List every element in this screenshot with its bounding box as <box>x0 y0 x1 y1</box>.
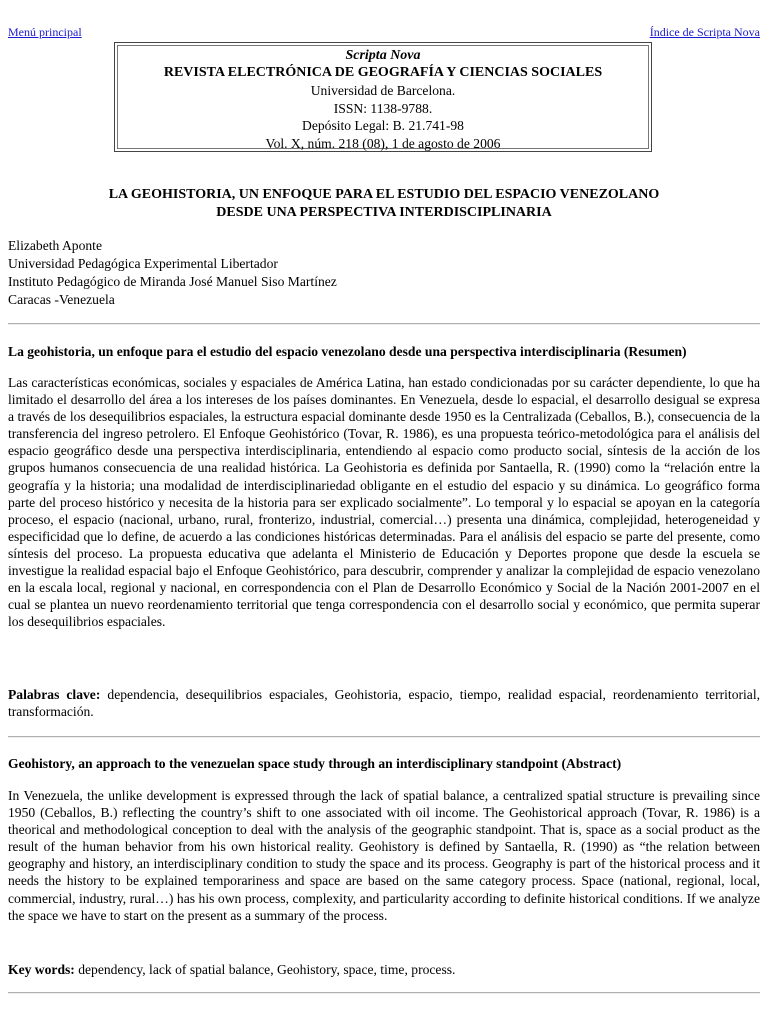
divider <box>8 323 760 325</box>
abstract-keywords <box>8 961 760 978</box>
abstract-body: In Venezuela, the unlike development is expressed through the lack of spatial balance, a centralized spatial structure is prevailing since 1950 (Ceballos, B.) reflecting the country’s shift to one associated with oil income. The Geohistorical approach (Tovar, R. 1986) is a theorical and methodological conception to deal with the analysis of the geographic standpoint. That is, space as a social product as the result of the human behavior from his own historical reality. Geohistory is defined by Santaella, R. (1990) as “the relation between geography and history, an interdisciplinary condition to study the space and its process. Geography is part of the historical process and it needs the history to be explained temporariness and space are based on the same category process. Space (national, regional, local, commercial, industry, rural…) has his own process, complexity, and particularity according to definite historical conditions. If we analyze the space we have to start on the present as a summary of the process. <box>8 788 760 923</box>
journal-issn: ISSN: 1138-9788. <box>333 100 433 116</box>
author-affiliation-1: Universidad Pedagógica Experimental Libertador <box>8 256 278 271</box>
journal-volume: Vol. X, núm. 218 (08), 1 de agosto de 2006 <box>265 135 501 151</box>
journal-header-inner <box>117 45 649 149</box>
divider <box>8 736 760 738</box>
keywords-label: Palabras clave: <box>8 687 101 702</box>
key-words-label: Key words: <box>8 962 75 977</box>
journal-subtitle: REVISTA ELECTRÓNICA DE GEOGRAFÍA Y CIENCIAS SOCIALES <box>163 65 603 80</box>
author-name: Elizabeth Aponte <box>8 238 102 253</box>
resumen-heading: La geohistoria, un enfoque para el estudio del espacio venezolano desde una perspectiva interdisciplinaria (Resumen) <box>8 344 687 359</box>
main-menu-link[interactable]: Menú principal <box>8 25 82 39</box>
article-title-line-1: LA GEOHISTORIA, UN ENFOQUE PARA EL ESTUDIO DEL ESPACIO VENEZOLANO <box>108 187 660 202</box>
resumen-body: Las características económicas, sociales y espaciales de América Latina, han estado condicionadas por su carácter dependiente, lo que ha limitado el desarrollo del área a los intereses de los países dominantes. En Venezuela, desde lo espacial, el desarrollo desigual se expresa a través de los desequilibrios espaciales, la estructura espacial dominante desde 1950 es la Centralizada (Ceballos, B.), consecuencia de la transferencia del ingreso petrolero. El Enfoque Geohistórico (Tovar, R. 1986), es una propuesta teórico-metodológica para el análisis del espacio geográfico desde una perspectiva interdisciplinaria, entendiendo al espacio como producto social, síntesis de la acción de los grupos humanos consecuencia de una realidad histórica. La Geohistoria es definida por Santaella, R. (1990) como la “relación entre la geografía y la historia; una modalidad de interdisciplinariedad obligante en el estudio del espacio y su dinámica. Lo geográfico forma parte del proceso histórico y necesita de la historia para ser explicado socialmente”. Lo temporal y lo espacial se apoyan en la categoría proceso, el espacio (nacional, urbano, rural, fronterizo, industrial, comercial…) presenta una dinámica, complejidad, heterogeneidad y especificidad que lo define, de acuerdo a las condiciones históricas determinadas. Para el análisis del espacio se parte del presente, como síntesis del proceso. La propuesta educativa que adelanta el Ministerio de Educación y Deportes propone que desde la escuela se investigue la realidad espacial bajo el Enfoque Geohistórico, para descubrir, comprender y analizar la complejidad de espacio venezolano en la escala local, regional y nacional, en correspondencia con el Plan de Desarrollo Económico y Social de la Nación 2001-2007 en el cual se plantea un nuevo reordenamiento territorial que tenga correspondencia con el desarrollo social y económico, que permita superar los desequilibrios espaciales. <box>8 375 760 630</box>
author-affiliation-2: Instituto Pedagógico de Miranda José Manuel Siso Martínez <box>8 274 337 289</box>
top-navigation <box>8 24 760 40</box>
journal-header-box <box>114 42 652 152</box>
author-block <box>8 237 760 309</box>
article-title-line-2: DESDE UNA PERSPECTIVA INTERDISCIPLINARIA <box>216 205 552 220</box>
journal-university: Universidad de Barcelona. <box>310 83 456 98</box>
journal-legal-deposit: Depósito Legal: B. 21.741-98 <box>302 118 464 133</box>
article-title <box>0 186 768 222</box>
author-location: Caracas -Venezuela <box>8 292 115 307</box>
keywords-text: dependencia, desequilibrios espaciales, Geohistoria, espacio, tiempo, realidad espacial, reordenamiento territorial, transformación. <box>8 687 761 720</box>
index-link[interactable]: Índice de Scripta Nova <box>649 25 760 39</box>
key-words-text: dependency, lack of spatial balance, Geohistory, space, time, process. <box>74 962 456 977</box>
abstract-heading: Geohistory, an approach to the venezuelan space study through an interdisciplinary standpoint (Abstract) <box>8 756 622 771</box>
resumen-keywords <box>8 686 760 720</box>
divider <box>8 992 760 994</box>
journal-name: Scripta Nova <box>345 48 421 63</box>
